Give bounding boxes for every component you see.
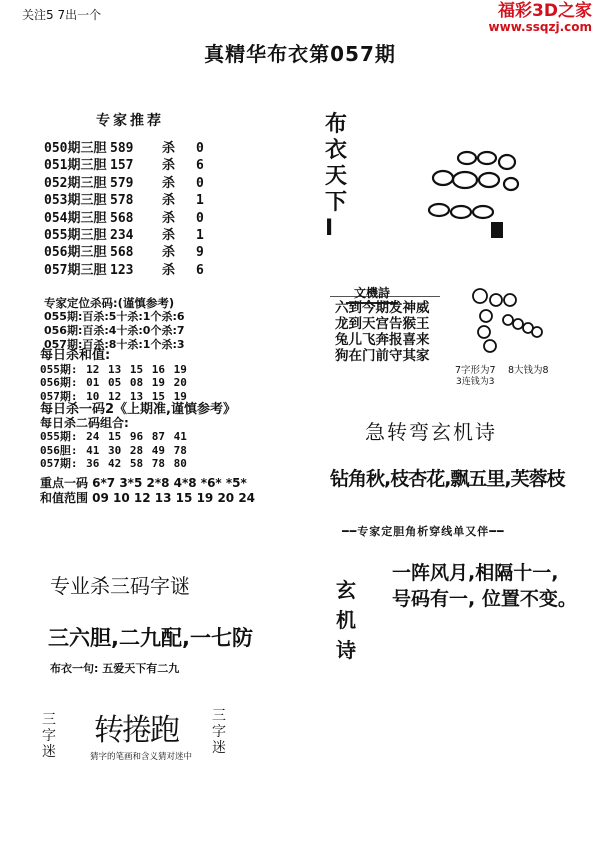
expert-k: 9 bbox=[196, 245, 204, 261]
follow-note: 关注5 7出一个 bbox=[22, 8, 102, 22]
sum-row: 056期: 01 05 08 19 20 bbox=[40, 376, 187, 389]
daily-section bbox=[40, 349, 255, 506]
buyi-vertical: 布衣天下I bbox=[325, 112, 348, 241]
expert-period: 057期三胆 bbox=[44, 262, 107, 278]
dingwei-row: 055期:百杀:5十杀:1个杀:6 bbox=[44, 310, 185, 323]
key-one-code: 重点一码 6*7 3*5 2*8 4*8 *6* *5* bbox=[40, 475, 247, 490]
poem-line: 号码有一, 位置不变。 bbox=[392, 588, 577, 610]
xuanji-vertical: 玄机诗 bbox=[336, 578, 356, 662]
zuanjiao-line: 钻角秋,枝杏花,飘五里,芙蓉枝 bbox=[330, 468, 565, 490]
expert-k: 0 bbox=[196, 175, 204, 191]
brand-name: 福彩3D之家 bbox=[498, 1, 592, 21]
expert-row bbox=[44, 244, 204, 261]
expert-row bbox=[44, 157, 204, 174]
expert-row bbox=[44, 262, 204, 279]
riddle-right: 三字迷 bbox=[212, 708, 226, 756]
poem-line: 一阵风月,相隔十一, bbox=[392, 562, 559, 584]
expert-kill: 杀 bbox=[162, 228, 176, 244]
kill3-answer: 三六胆,二九配,一七防 bbox=[48, 626, 253, 650]
expert-kill: 杀 bbox=[162, 193, 176, 209]
expert-nums: 589 bbox=[110, 141, 134, 156]
page-title: 真精华布衣第057期 bbox=[204, 42, 396, 66]
sum-heading: 每日杀和值: bbox=[40, 348, 111, 363]
coin-chain-illustration bbox=[460, 282, 545, 360]
expert-row bbox=[44, 192, 204, 209]
dingwei-row: 057期:百杀:8十杀:1个杀:3 bbox=[44, 338, 185, 351]
dingwei-heading: 专家定位杀码:(谨慎参考) bbox=[44, 296, 175, 310]
pair-row: 055期: 24 15 96 87 41 bbox=[40, 430, 187, 443]
one-code: 每日杀一码2《上期准,谨慎参考》 bbox=[40, 402, 236, 417]
poem-line: 六到今期发神威 bbox=[335, 300, 430, 316]
riddle-glyph: 转捲跑 bbox=[94, 713, 178, 748]
pair-heading: 每日杀二码组合: bbox=[40, 415, 129, 430]
poem-line: 兔儿飞奔报喜来 bbox=[335, 332, 430, 348]
poem-line: 龙到天宫告猴王 bbox=[335, 316, 430, 332]
expert-nums: 579 bbox=[110, 175, 134, 191]
expert-row bbox=[44, 210, 204, 227]
expert-list bbox=[44, 140, 204, 279]
expert-kill: 杀 bbox=[162, 141, 176, 156]
expert-kill: 杀 bbox=[162, 262, 176, 278]
expert-nums: 578 bbox=[110, 193, 134, 209]
wenji-note-8: 8大钱为8 bbox=[508, 365, 549, 376]
sum-row: 055期: 12 13 15 16 19 bbox=[40, 362, 187, 376]
expert-k: 1 bbox=[196, 228, 204, 244]
expert-kill: 杀 bbox=[162, 210, 176, 226]
pair-row: 057期: 36 42 58 78 80 bbox=[40, 457, 187, 470]
expert-kill: 杀 bbox=[162, 245, 176, 261]
pair-row: 056胆: 41 30 28 49 78 bbox=[40, 443, 187, 457]
xuanji-poem bbox=[392, 560, 577, 612]
expert-row bbox=[44, 140, 204, 157]
expert-period: 051期三胆 bbox=[44, 158, 107, 174]
coin-pattern-illustration bbox=[415, 140, 525, 250]
expert-k: 6 bbox=[196, 158, 204, 174]
kill3-heading: 专业杀三码字谜 bbox=[50, 574, 190, 598]
wenji-note-7: 7字形为7 bbox=[455, 365, 496, 376]
expert-heading: 专家推荐 bbox=[96, 113, 164, 129]
expert-row bbox=[44, 175, 204, 192]
expert-period: 050期三胆 bbox=[44, 141, 107, 156]
expert-period: 055期三胆 bbox=[44, 228, 107, 244]
dingwei-section bbox=[44, 296, 185, 352]
expert-nums: 568 bbox=[110, 245, 134, 261]
sum-row: 057期: 10 12 13 15 19 bbox=[40, 389, 187, 403]
dingwei-row: 056期:百杀:4十杀:0个杀:7 bbox=[44, 324, 185, 337]
expert-period: 056期三胆 bbox=[44, 245, 107, 261]
expert-k: 0 bbox=[196, 210, 204, 226]
expert-nums: 234 bbox=[110, 228, 134, 244]
zhuanjia-line: ━━专家定胆角析穿线单又伴━━ bbox=[342, 525, 505, 538]
expert-nums: 568 bbox=[110, 210, 134, 226]
brand-url: www.ssqzj.com bbox=[488, 20, 592, 34]
expert-nums: 157 bbox=[110, 158, 134, 174]
sum-range: 和值范围 09 10 12 13 15 19 20 24 bbox=[40, 491, 256, 505]
expert-k: 1 bbox=[196, 193, 204, 209]
wenji-poem bbox=[335, 300, 430, 364]
expert-kill: 杀 bbox=[162, 158, 176, 174]
expert-period: 054期三胆 bbox=[44, 210, 107, 226]
riddle-left: 三字迷 bbox=[42, 712, 56, 760]
expert-period: 053期三胆 bbox=[44, 193, 107, 209]
expert-row bbox=[44, 227, 204, 244]
wenji-title: 文機詩 bbox=[346, 284, 398, 304]
brand-watermark bbox=[489, 2, 592, 34]
poem-line: 狗在门前守其家 bbox=[335, 348, 430, 364]
expert-k: 6 bbox=[196, 262, 204, 278]
wenji-note-3: 3连钱为3 bbox=[456, 377, 495, 387]
expert-nums: 123 bbox=[110, 262, 134, 278]
jizhuan-heading: 急转弯玄机诗 bbox=[365, 420, 497, 444]
riddle-note: 猜字的笔画和含义猜对迷中 bbox=[90, 752, 193, 762]
buyi-line: 布衣一句: 五爱天下有二九 bbox=[50, 662, 180, 675]
expert-k: 0 bbox=[196, 141, 204, 156]
expert-period: 052期三胆 bbox=[44, 175, 107, 191]
expert-kill: 杀 bbox=[162, 175, 176, 191]
